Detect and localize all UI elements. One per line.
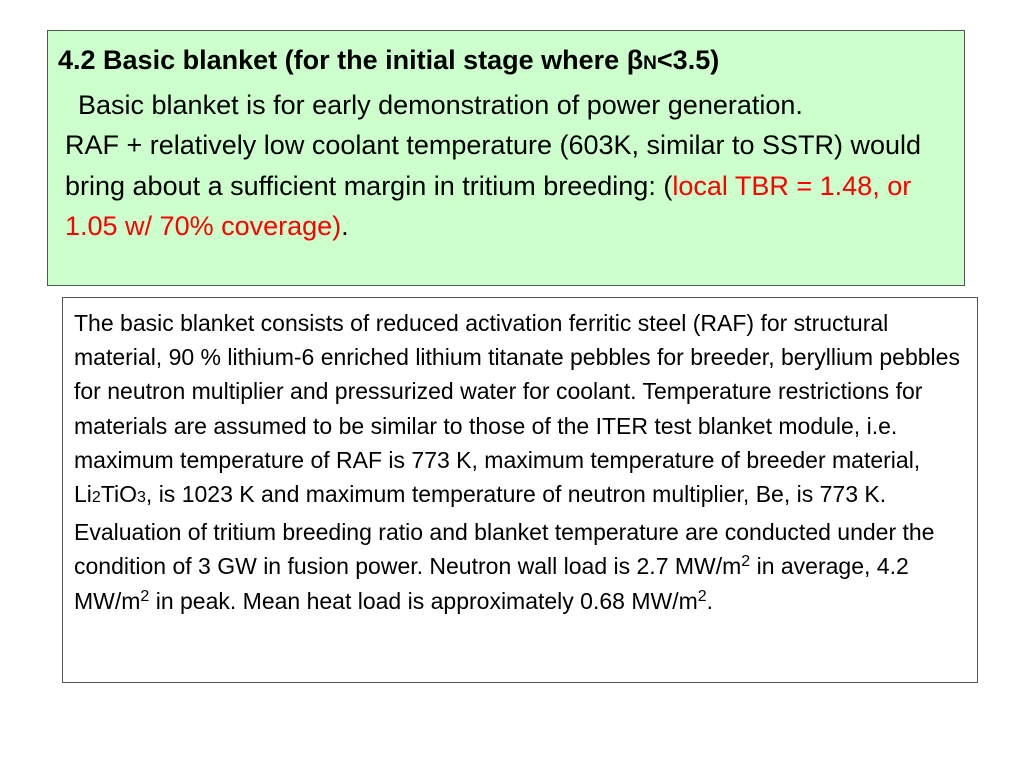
detail-text-e: in peak. Mean heat load is approximately 0.68 MW/m — [149, 587, 698, 614]
summary-line-2 — [58, 125, 954, 247]
detail-text-d: in average, 4.2 MW/m — [74, 553, 909, 614]
beta-subscript: N — [643, 53, 657, 74]
detail-text-f: . — [706, 587, 714, 614]
li-subscript: 2 — [91, 489, 101, 507]
beta-symbol: β — [626, 45, 644, 75]
summary-box — [47, 30, 965, 286]
heading-prefix: 4.2 Basic blanket (for the initial stage where — [58, 45, 627, 75]
summary-line-1: Basic blanket is for early demonstration of power generation. — [78, 89, 803, 120]
summary-period: . — [341, 211, 349, 241]
detail-box — [62, 297, 978, 683]
detail-paragraph — [74, 306, 969, 618]
o-subscript: 3 — [137, 489, 146, 507]
detail-text-a: The basic blanket consists of reduced activation ferritic steel (RAF) for structural material, 90 % lithium-6 enriched lithium titanate pebbles for breeder, beryllium pebbles for neutron multiplier and pressurized water for coolant. Temperature restrictions for materials are assumed to be similar to those of the ITER test blanket module, i.e. maximum temperature of RAF is 773 K, maximum temperature of breeder material, Li — [74, 310, 960, 508]
unit-superscript-3: 2 — [697, 587, 707, 605]
detail-text-c: , is 1023 K and maximum temperature of neutron multiplier, Be, is 773 K. Evaluation of tritium breeding ratio and blanket temperature are conducted under the condition of 3 GW in fusion power. Neutron wall load is 2.7 MW/m — [74, 481, 935, 580]
detail-text-b: TiO — [100, 481, 138, 508]
unit-superscript-2: 2 — [140, 587, 150, 605]
unit-superscript-1: 2 — [741, 553, 751, 571]
heading-suffix: <3.5) — [656, 45, 720, 75]
tbr-highlight: local TBR = 1.48, or 1.05 w/ 70% coverage) — [65, 170, 912, 241]
summary-line-2-text: RAF + relatively low coolant temperature (603K, similar to SSTR) would bring about a sufficient margin in tritium breeding: ( — [65, 130, 922, 201]
section-heading — [58, 40, 954, 85]
